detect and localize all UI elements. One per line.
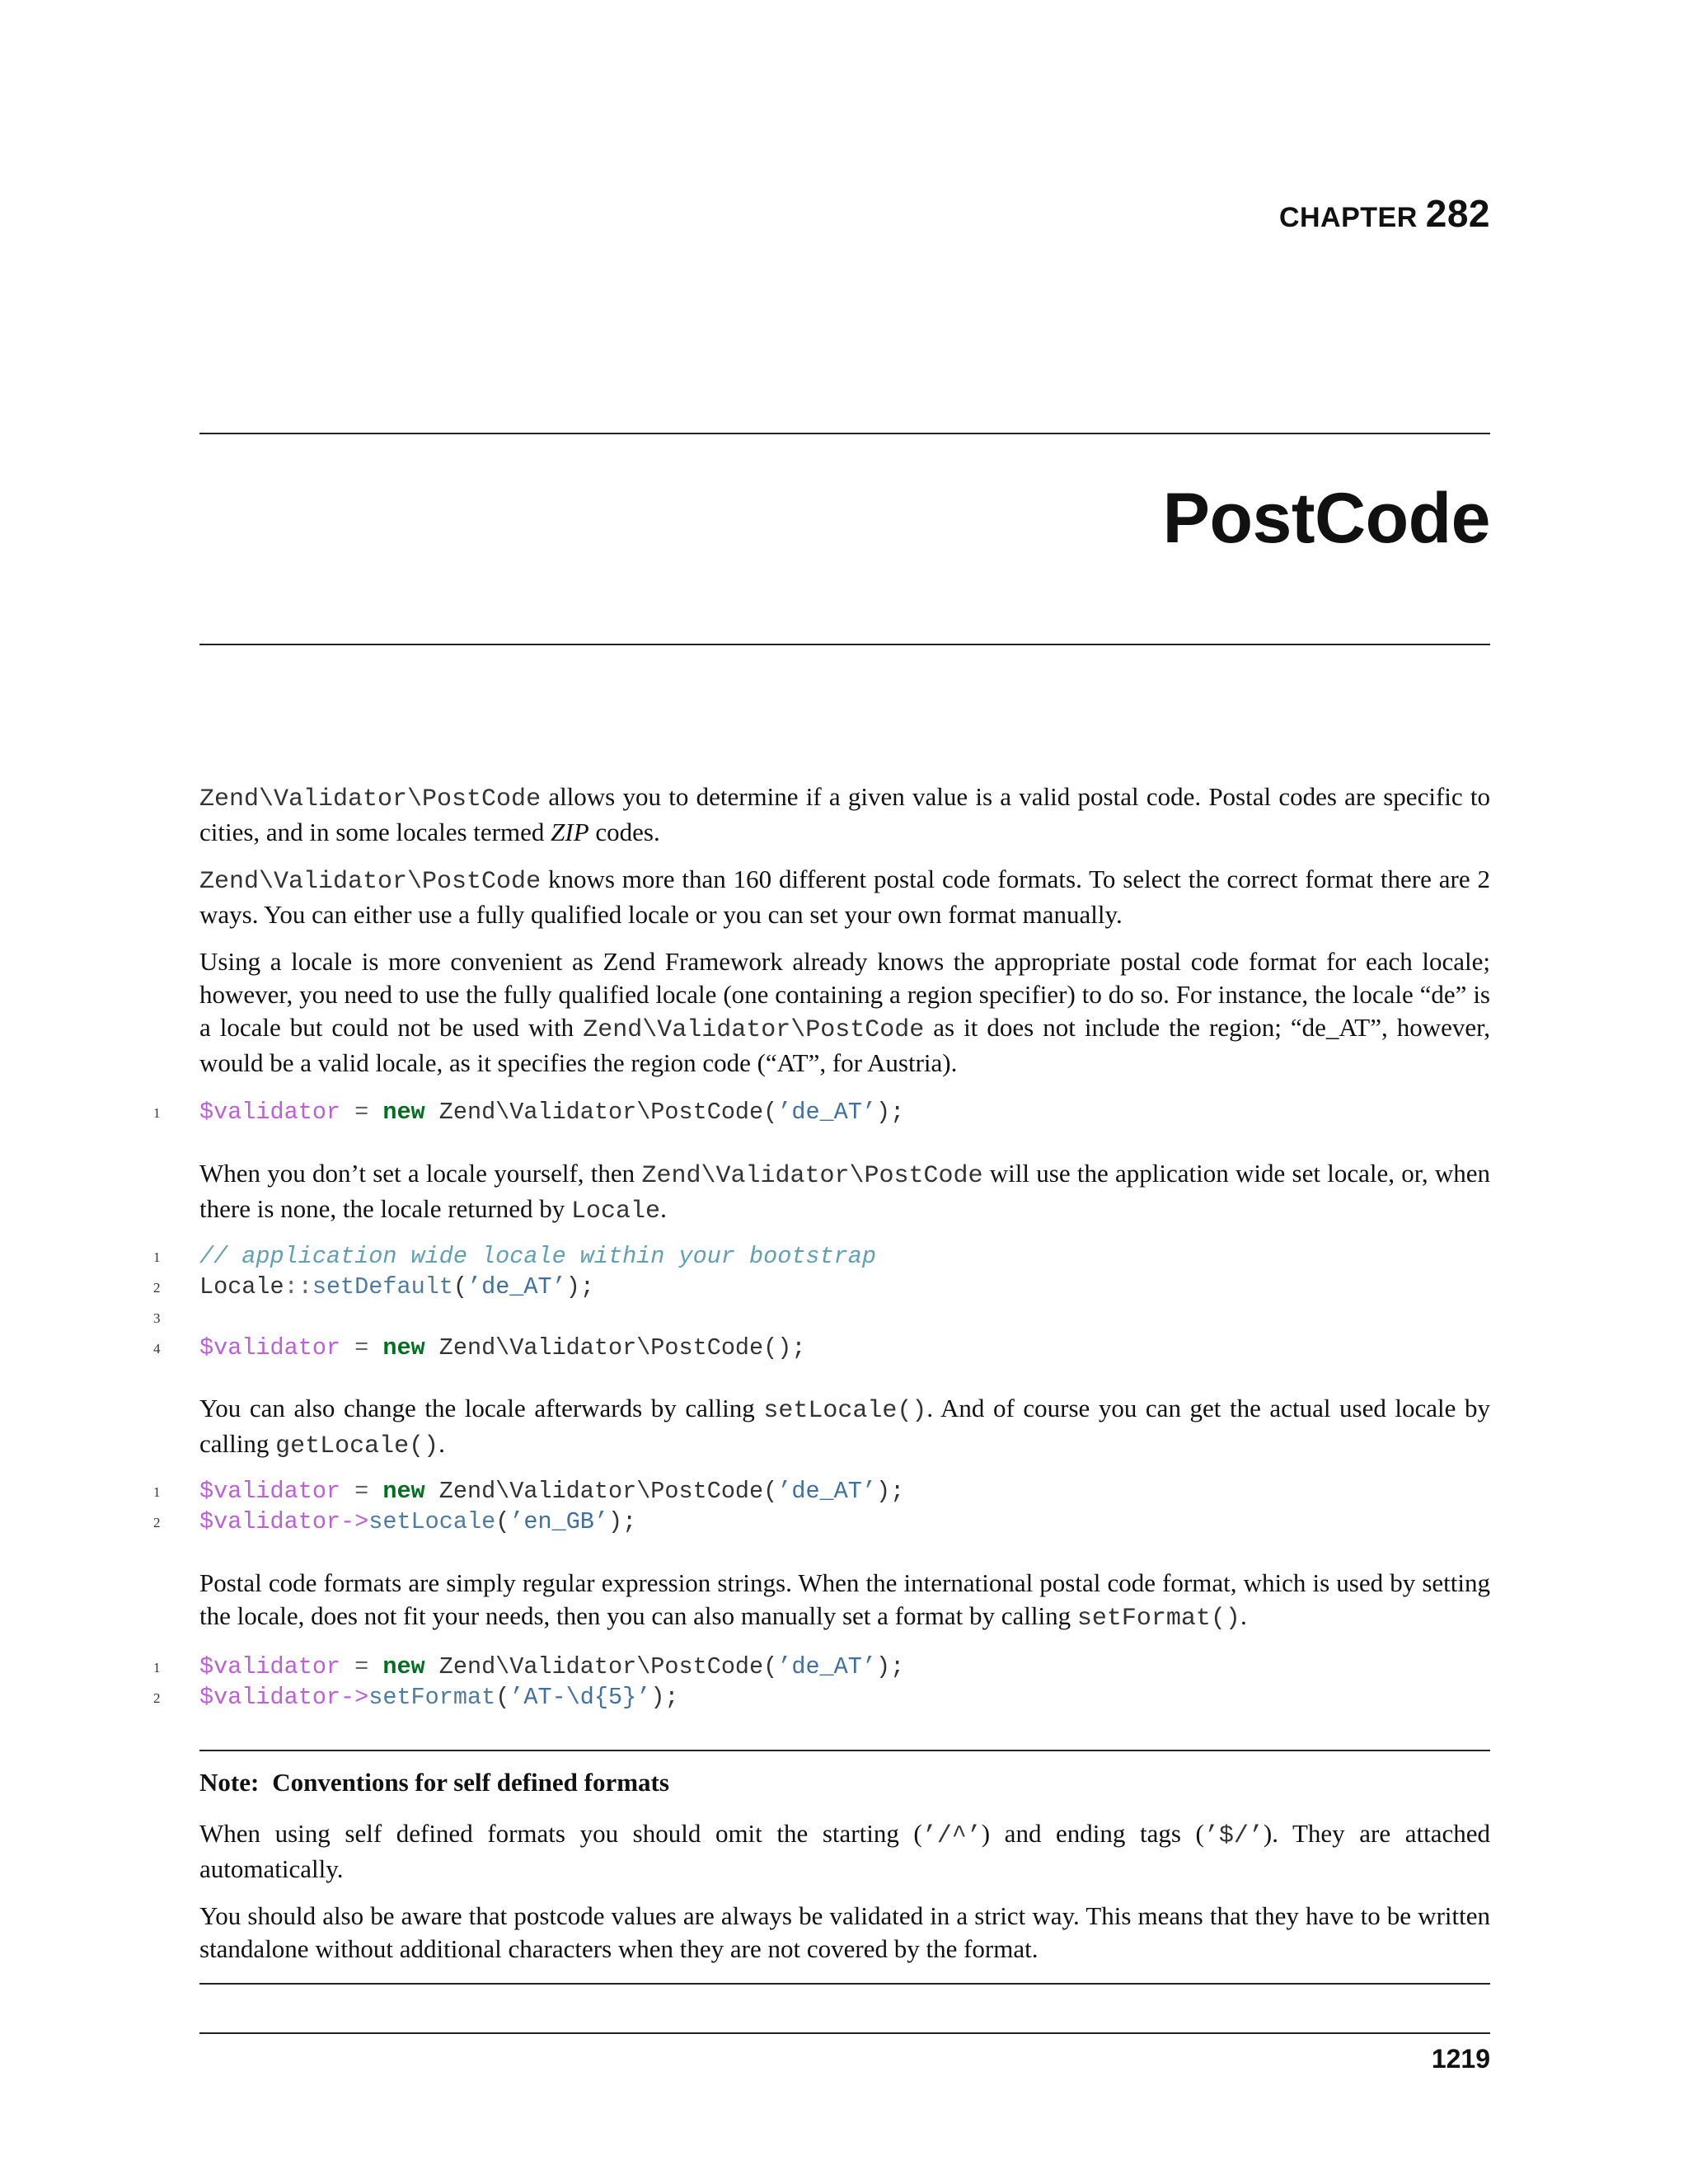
code-token: ); [875,1478,905,1505]
code-token: $validator [199,1653,341,1680]
code-line [150,1333,1490,1363]
paragraph-formats [199,863,1490,931]
code-token: Zend\Validator\PostCode( [424,1478,778,1505]
line-number: 2 [153,1690,161,1706]
page-number: 1219 [1431,2044,1490,2074]
code-token: $validator [199,1478,341,1505]
code-block [150,1241,1490,1363]
code-comment: // application wide locale within your bootstrap [199,1243,876,1270]
code-token: new [382,1478,425,1505]
line-number: 4 [153,1341,161,1357]
inline-code: setFormat() [1076,1605,1240,1633]
code-token: ( [495,1508,510,1535]
paragraph-locale [199,945,1490,1080]
code-token: ’de_AT’ [467,1273,566,1301]
code-line [150,1652,1490,1682]
code-token: ( [495,1684,510,1711]
inline-code: Zend\Validator\PostCode [199,785,542,813]
code-token: = [340,1334,383,1361]
inline-code: Zend\Validator\PostCode [583,1016,925,1044]
note-title: Conventions for self defined formats [272,1768,669,1797]
code-token: ); [608,1508,637,1535]
code-token: ); [875,1099,905,1126]
chapter-header [1279,191,1490,236]
line-number: 2 [153,1515,161,1530]
note-paragraph [199,1817,1490,1886]
code-token: = [340,1478,383,1505]
inline-code: setLocale() [763,1397,927,1425]
inline-code: Locale [571,1197,661,1226]
paragraph-text: When using self defined formats you should omit the starting ( [199,1819,922,1848]
code-token: ’AT-\d{5}’ [509,1684,651,1711]
title-rule-bottom [199,644,1490,645]
note-rule-bottom [199,1983,1490,1985]
code-token: = [340,1099,383,1126]
code-token: setLocale [368,1508,496,1535]
paragraph-text: as it does not include the region; “de_AT”, however, would be a valid locale, as it specifies the region code (“AT”, for Austria). [199,1013,1491,1077]
note-label: Note: [199,1768,260,1797]
code-line [150,1272,1490,1302]
code-token: new [382,1334,425,1361]
code-line [150,1097,1490,1127]
line-number: 1 [153,1484,161,1500]
paragraph-text: Using a locale is more convenient as Zend Framework already knows the appropriate postal code format for each locale; however, you need to use the fully qualified locale (one containing a region specifier) to do so. For instance, the locale “de” is a locale but could not be used with [199,947,1490,1042]
inline-code: ’$/’ [1203,1822,1264,1850]
note-rule-top [199,1750,1490,1751]
code-token: Zend\Validator\PostCode(); [424,1334,806,1361]
code-token: ’de_AT’ [777,1478,876,1505]
paragraph-text: knows more than 160 different postal code formats. To select the correct format there are 2 ways. You can either use a fully qualified locale or you can set your own format manually. [199,865,1490,929]
paragraph-text: . [660,1194,667,1223]
code-token: $validator [199,1684,341,1711]
title-rule-top [199,433,1490,434]
paragraph-intro [199,780,1490,849]
code-block [150,1476,1490,1537]
paragraph-text: . [438,1429,445,1458]
inline-code: Zend\Validator\PostCode [199,868,542,896]
line-number: 2 [153,1280,161,1296]
paragraph-text: ). They are attached automatically. [199,1819,1490,1883]
code-token: ); [650,1684,679,1711]
paragraph-text: allows you to determine if a given value is a valid postal code. Postal codes are specific to cities, and in some locales termed [199,782,1490,846]
paragraph-default-locale [199,1157,1490,1228]
code-block [150,1652,1490,1713]
code-token: $validator [199,1334,341,1361]
inline-code: Zend\Validator\PostCode [641,1162,983,1190]
paragraph-text: You can also change the locale afterwards by calling [199,1394,764,1422]
code-token: ); [875,1653,905,1680]
paragraph-text: codes. [588,818,660,846]
chapter-number: 282 [1425,192,1490,235]
code-token: = [340,1653,383,1680]
code-token: Locale [199,1273,284,1301]
paragraph-text: will use the application wide set locale, or, when there is none, the locale returned by [199,1159,1490,1223]
code-line [150,1302,1490,1333]
code-token: :: [284,1273,312,1301]
chapter-label: CHAPTER [1278,202,1418,233]
code-block [150,1097,1490,1127]
paragraph-text: . [1240,1601,1247,1630]
inline-code: getLocale() [275,1432,439,1460]
code-line [150,1682,1490,1713]
page-title: PostCode [1162,479,1490,558]
line-number: 1 [153,1105,161,1121]
code-token: $validator [199,1508,341,1535]
code-line [150,1476,1490,1507]
code-token: -> [340,1684,369,1711]
code-line [150,1241,1490,1272]
code-token: setDefault [312,1273,453,1301]
inline-code: ’/^’ [921,1822,982,1850]
footer-rule [199,2032,1490,2034]
code-token: new [382,1099,425,1126]
line-number: 1 [153,1660,161,1675]
code-token: ’de_AT’ [777,1653,876,1680]
line-number: 1 [153,1249,161,1265]
code-token: -> [340,1508,369,1535]
code-token: ’en_GB’ [509,1508,609,1535]
code-token: $validator [199,1099,341,1126]
note-heading [199,1768,669,1797]
code-token: Zend\Validator\PostCode( [424,1099,778,1126]
code-token: ); [565,1273,594,1301]
paragraph-text: . And of course you can get the actual used locale by calling [199,1394,1491,1458]
code-token: ’de_AT’ [777,1099,876,1126]
paragraph-set-locale [199,1392,1490,1463]
line-number: 3 [153,1310,161,1326]
emphasis-text: ZIP [551,818,589,846]
code-line [150,1507,1490,1537]
code-token: Zend\Validator\PostCode( [424,1653,778,1680]
paragraph-set-format [199,1567,1490,1635]
paragraph-text: Postal code formats are simply regular expression strings. When the international postal code format, which is used by setting the locale, does not fit your needs, then you can also manually set a format by calling [199,1568,1490,1630]
paragraph-text: When you don’t set a locale yourself, then [199,1159,642,1188]
code-token: new [382,1653,425,1680]
paragraph-text: ) and ending tags ( [981,1819,1204,1848]
code-token: setFormat [368,1684,496,1711]
note-paragraph: You should also be aware that postcode values are always be validated in a strict way. This means that they have to be written standalone without additional characters when they are not covered by the format. [199,1901,1490,1963]
code-token: ( [452,1273,467,1301]
